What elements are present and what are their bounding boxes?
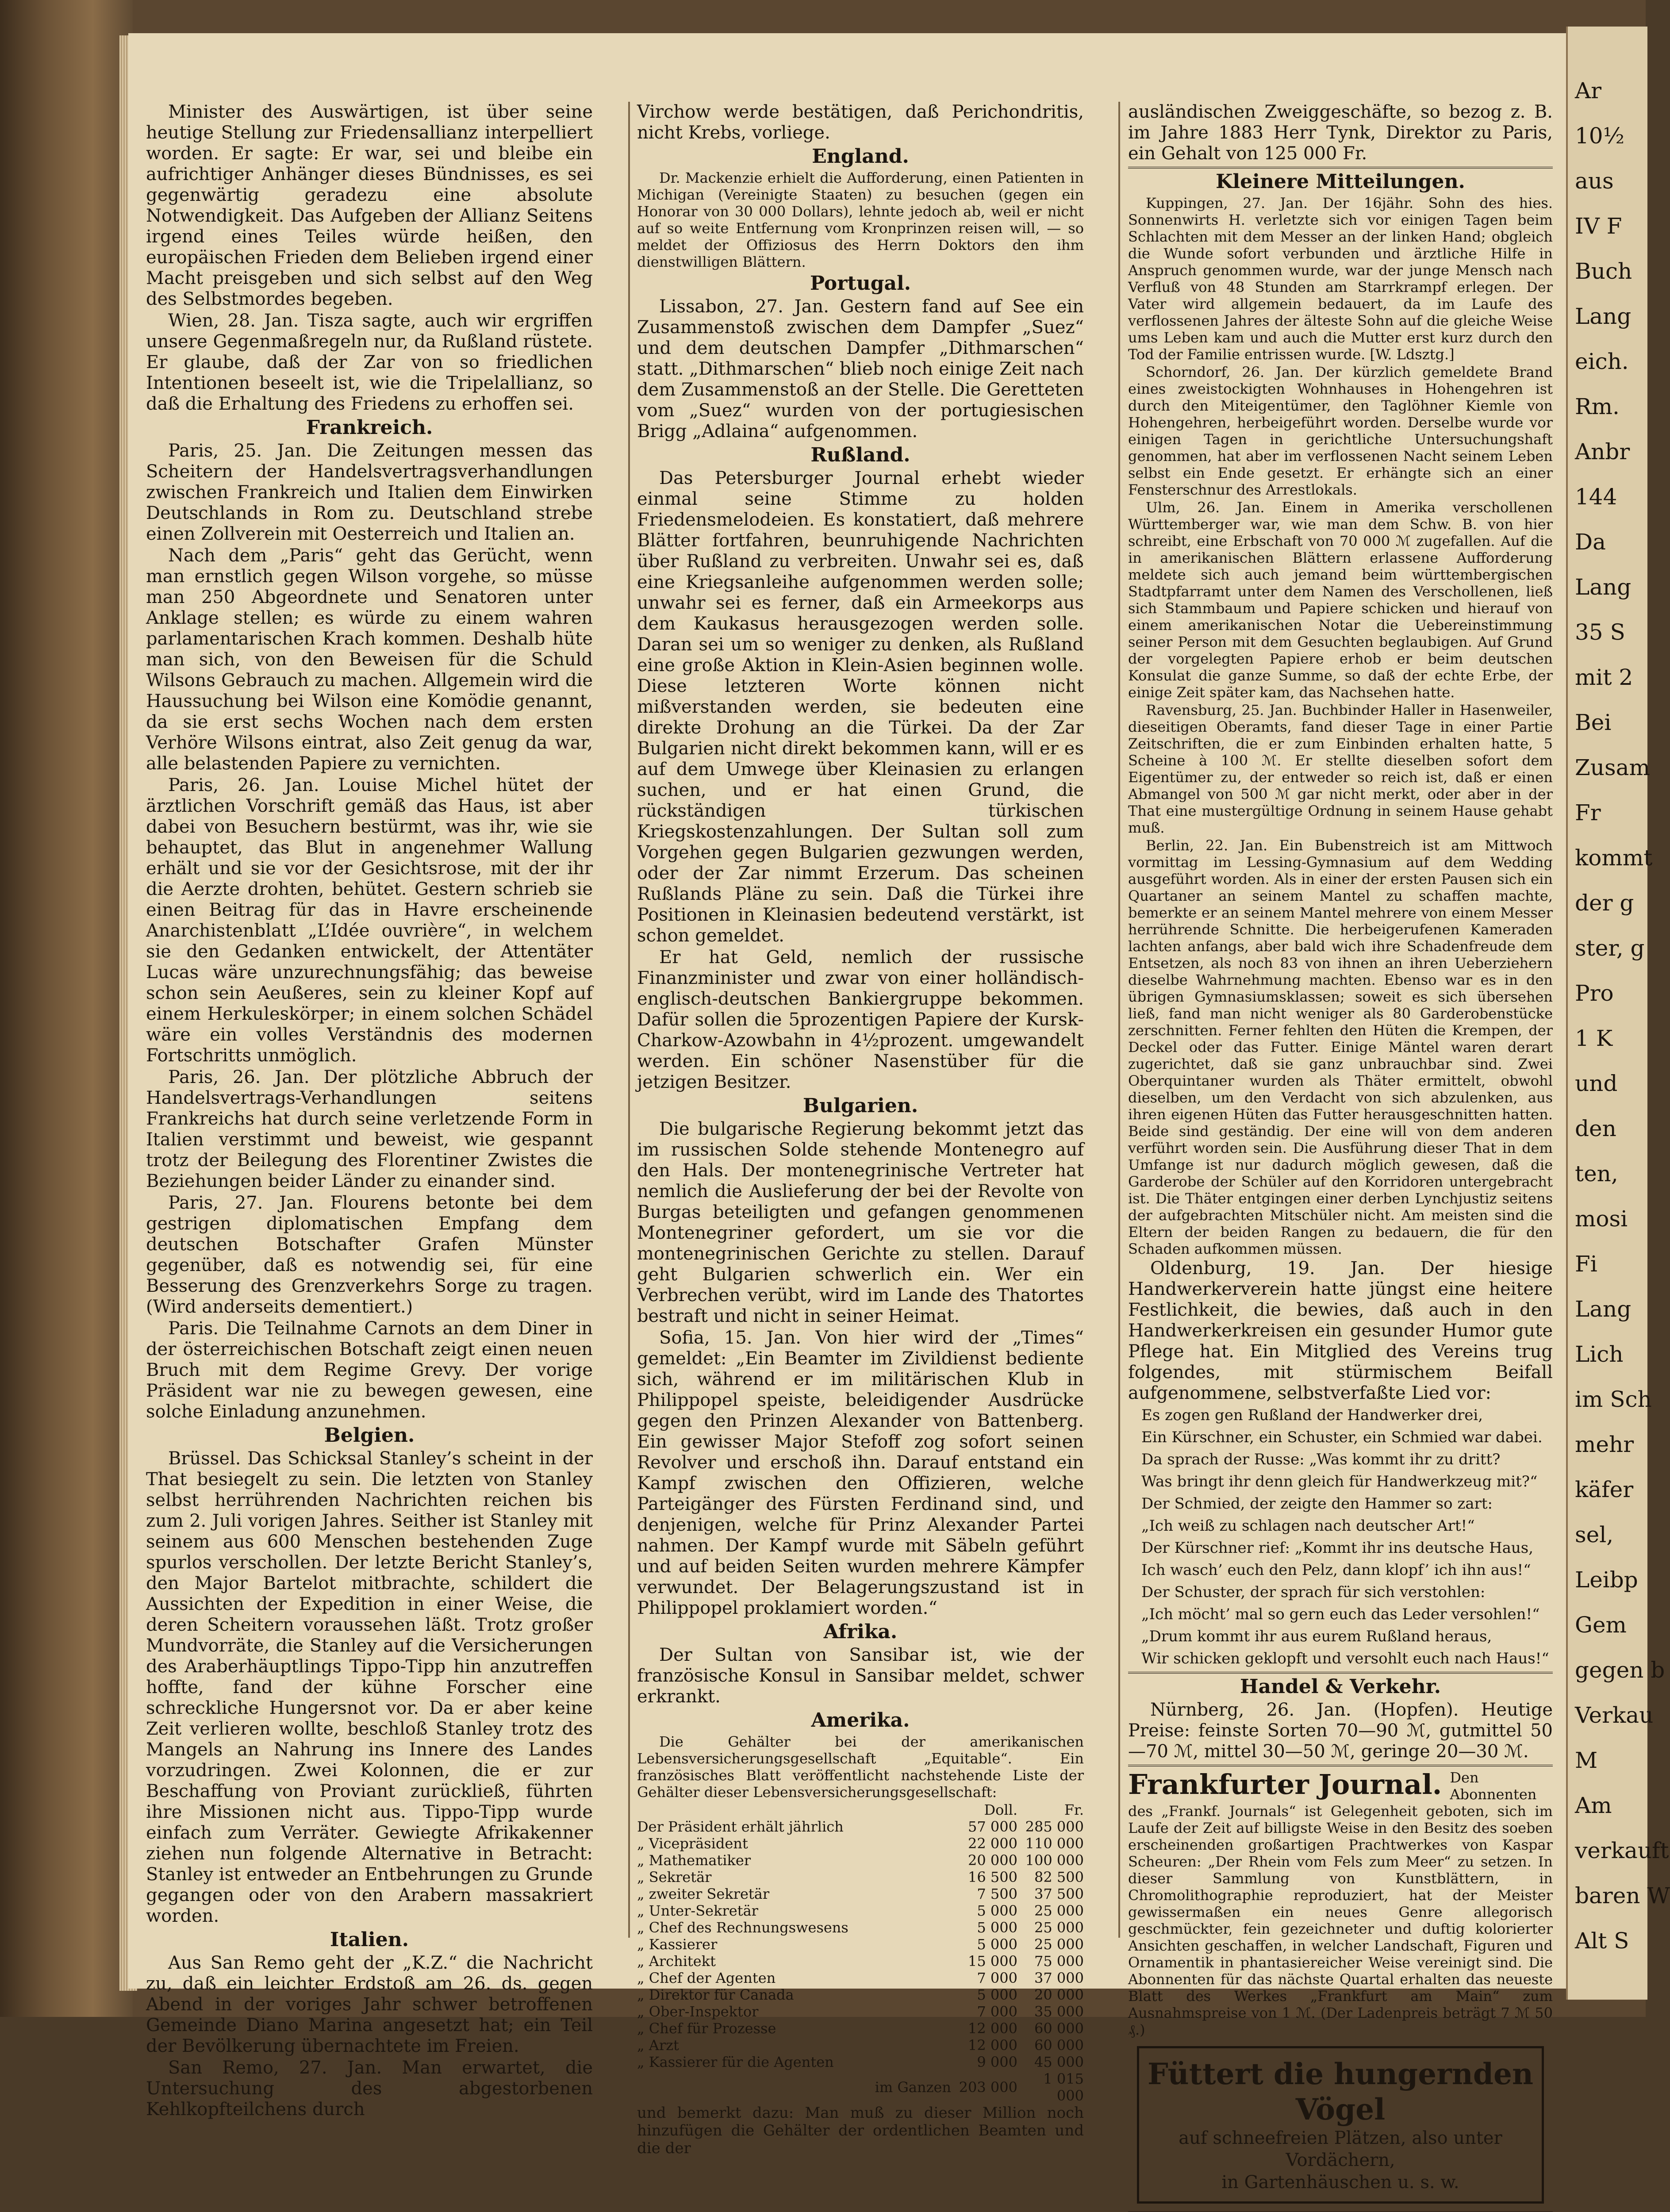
column-3 xyxy=(1128,102,1553,2193)
salary-franc: 37 000 xyxy=(1034,1970,1084,1986)
poem xyxy=(1141,1406,1553,1667)
facing-page-text: Lang xyxy=(1575,303,1632,329)
salary-position: „ Kassierer für die Agenten xyxy=(637,2054,834,2070)
salary-position: „ Ober-Inspektor xyxy=(637,2003,759,2020)
facing-page-text: Alt S xyxy=(1575,1928,1629,1954)
salary-row xyxy=(637,2020,1084,2037)
salary-franc: 60 000 xyxy=(1034,2020,1084,2037)
salary-position: „ Architekt xyxy=(637,1953,716,1970)
frankfurter-journal-text: Den Abonnenten des „Frankf. Journals“ ist Gelegenheit geboten, sich im Laufe der Zeit auf billigste Weise in den Besitz des soeben erscheinenden großartigen Prachtwerkes von Kaspar Scheuren: „Der Rhein vom Fels zum Meer“ zu setzen. In dieser Sammlung von Kunstblättern, in Chromolithographie reproduziert, hat der Meister gewissermaßen ein neues Genre allegorisch geschmückter, fein gezeichneter und duftig kolorierter Ansichten geschaffen, in welcher Landschaft, Figuren und Ornamentik in phantasiereicher Weise vereinigt sind. Die Abonnenten für das nächste Quartal erhalten das neueste Blatt des Werkes „Frankfurt am Main“ zum Ausnahmspreise von 1 ℳ. (Der Ladenpreis beträgt 7 ℳ 50 ₰.) xyxy=(1128,1769,1553,2038)
news-item: Berlin, 22. Jan. Ein Bubenstreich ist am Mittwoch vormittag im Lessing-Gymnasium auf dem Wedding ausgeführt worden. Als in einer der ersten Pausen sich ein Quartaner an seinem Mantel zu schaffen machte, bemerkte er an seinem Mantel mehrere von einem Messer herrührende Schnitte. Die herbeigerufenen Kameraden lachten anfangs, aber bald wich ihre Schadenfreude dem Entsetzen, als noch 83 von ihnen an ihren Ueberziehern dieselbe Wahrnehmung machten. Ebenso war es in den übrigen Gymnasiumsklassen; soweit es sich übersehen ließ, fand man nicht weniger als 80 Garderobenstücke zerschnitten. Ferner fehlten den Hüten die Krempen, der Deckel oder das Futter. Einige Mäntel waren derart zugerichtet, daß sie ganz unbrauchbar sind. Zwei Oberquintaner wurden als Thäter ermittelt, obwohl dieselben, um den Verdacht von sich abzulenken, aus ihren eigenen Hüten das Futter herausgeschnitten hatten. Beide sind geständig. Der eine will von dem anderen verführt worden sein. Die Ausführung dieser That in dem Umfange ist nur dadurch möglich gewesen, daß die Garderobe der Schüler auf den Korridoren untergebracht ist. Die Thäter entgingen einer derben Lynchjustiz seitens der aufgebrachten Mitschüler nicht. Am meisten sind die Eltern der beiden Rangen zu bedauern, die für den Schaden aufkommen müssen. xyxy=(1128,837,1553,1257)
facing-page-text: Fi xyxy=(1575,1251,1597,1277)
salary-table xyxy=(637,1801,1084,2104)
section-heading: Belgien. xyxy=(324,1424,415,1447)
salary-total-franc: 1 015 000 xyxy=(1043,2070,1084,2104)
salary-position: Der Präsident erhält jährlich xyxy=(637,1818,844,1835)
salary-dollar: 5 000 xyxy=(977,1919,1017,1936)
facing-page-text: 144 xyxy=(1575,484,1617,510)
poem-line: Was bringt ihr denn gleich für Handwerkzeug mit?“ xyxy=(1141,1473,1538,1490)
salary-position: „ Unter-Sekretär xyxy=(637,1902,758,1919)
salary-row xyxy=(637,1936,1084,1953)
facing-page-text: 10½ xyxy=(1575,123,1625,149)
salary-row xyxy=(637,1818,1084,1835)
column-2-articles xyxy=(637,102,1084,1801)
article-paragraph: Paris, 27. Jan. Flourens betonte bei dem gestrigen diplomatischen Empfang dem deutschen Botschafter Grafen Münster gegenüber, daß es notwendig sei, für eine Besserung des Grenzverkehrs Sorge zu tragen. (Wird anderseits dementiert.) xyxy=(146,1193,593,1317)
salary-dollar: 7 500 xyxy=(977,1886,1017,1902)
facing-page-fragment xyxy=(1566,27,1670,2000)
article-small-print: Die Gehälter bei der amerikanischen Lebensversicherungsgesellschaft „Equitable“. Ein französisches Blatt veröffentlicht nachstehende Liste der Gehälter dieser Lebensversicherungsgesellschaft: xyxy=(637,1733,1084,1801)
salary-dollar: 5 000 xyxy=(977,1986,1017,2003)
salary-franc: 37 500 xyxy=(1034,1886,1084,1902)
article-paragraph: Paris, 25. Jan. Die Zeitungen messen das Scheitern der Handelsvertragsverhandlungen zwischen Frankreich und Italien dem Einwirken Deutschlands in Rom zu. Deutschland strebe einen Zollverein mit Oesterreich und Italien an. xyxy=(146,441,593,544)
salary-position: „ Chef der Agenten xyxy=(637,1970,776,1986)
section-heading: Portugal. xyxy=(810,272,911,295)
poem-stanza xyxy=(1141,1495,1553,1535)
trade-report: Nürnberg, 26. Jan. (Hopfen). Heutige Preise: feinste Sorten 70—90 ℳ, gutmittel 50—70 ℳ, mittel 30—50 ℳ, geringe 20—30 ℳ. xyxy=(1128,1700,1553,1762)
facing-page-text: der g xyxy=(1575,890,1634,916)
article-paragraph: Paris, 26. Jan. Der plötzliche Abbruch der Handelsvertrags-Verhandlungen seitens Frankreichs hat durch seine verletzende Form in Italien verstimmt und beweist, wie gespannt trotz der Beilegung des Florentiner Zwistes die Beziehungen beider Länder zu einander sind. xyxy=(146,1067,593,1191)
facing-page-text: mosi xyxy=(1575,1206,1628,1232)
facing-page-text: Buch xyxy=(1575,258,1632,284)
salary-row xyxy=(637,1902,1084,1919)
article-paragraph: Aus San Remo geht der „K.Z.“ die Nachricht zu, daß ein leichter Erdstoß am 26. ds. gegen Abend in der voriges Jahr schwer betroffenen Gemeinde Diano Marina angesetzt hat; ein Teil der Bevölkerung übernachtete im Freien. xyxy=(146,1953,593,2056)
poem-line: „Ich möcht’ mal so gern euch das Leder versohlen!“ xyxy=(1141,1605,1540,1623)
section-heading: Frankreich. xyxy=(306,416,433,439)
facing-page-text: Anbr xyxy=(1575,439,1630,465)
bird-ad-title: Füttert die hungernden Vögel xyxy=(1147,2057,1534,2127)
facing-page-text: eich. xyxy=(1575,349,1629,374)
salary-dollar: 22 000 xyxy=(968,1835,1017,1852)
salary-position: „ Chef für Prozesse xyxy=(637,2020,776,2037)
salary-dollar: 15 000 xyxy=(968,1953,1017,1970)
article-paragraph: Minister des Auswärtigen, ist über seine heutige Stellung zur Friedensallianz interpelliert worden. Er sagte: Er war, sei und bleibe ein aufrichtiger Anhänger dieses Bündnisses, es sei gegenwärtig geradezu eine absolute Notwendigkeit. Das Aufgeben der Allianz Seitens irgend eines Teiles würde heißen, den europäischen Frieden dem Belieben irgend einer Macht preisgeben und sich selbst auf den Weg des Selbstmordes begeben. xyxy=(146,102,593,309)
facing-page-text: Da xyxy=(1575,529,1606,555)
salary-row xyxy=(637,1852,1084,1869)
article-paragraph: San Remo, 27. Jan. Man erwartet, die Untersuchung des abgestorbenen Kehlkopfteilchens durch xyxy=(146,2058,593,2120)
bird-ad-line1: auf schneefreien Plätzen, also unter Vordächern, xyxy=(1179,2128,1502,2170)
article-paragraph: Nach dem „Paris“ geht das Gerücht, wenn man ernstlich gegen Wilson vorgehe, so müsse man 250 Abgeordnete und Senatoren unter Anklage stellen; es würde zu einem wahren parlamentarischen Krach kommen. Deshalb hüte man sich, von den Beweisen für die Schuld Wilsons Gebrauch zu machen. Allgemein wird die Haussuchung bei Wilson eine Komödie genannt, da sie erst sechs Wochen nach dem ersten Verhöre Wilsons eintrat, also Zeit genug da war, alle belastenden Papiere zu vernichten. xyxy=(146,545,593,774)
poem-line: Ich wasch’ euch den Pelz, dann klopf’ ich ihn aus!“ xyxy=(1141,1561,1531,1579)
column-rule xyxy=(628,102,630,1938)
salary-franc: 285 000 xyxy=(1025,1818,1084,1835)
news-item: Ravensburg, 25. Jan. Buchbinder Haller in Hasenweiler, dieseitigen Oberamts, fand dieser Tage in einer Partie Zeitschriften, die er zum Einbinden erhalten hatte, 5 Scheine à 100 ℳ. Er stellte dieselben sofort dem Eigentümer zu, der entweder so reich ist, daß er einen Abmangel von 500 ℳ gar nicht merkt, oder aber in der That eine mustergültige Ordnung in seinem Hause gehabt muß. xyxy=(1128,702,1553,836)
facing-page-text: Ar xyxy=(1575,78,1602,104)
article-paragraph: Wien, 28. Jan. Tisza sagte, auch wir ergriffen unsere Gegenmaßregeln nur, da Rußland rüstete. Er glaube, daß der Zar von so friedlichen Intentionen beseelt ist, wie die Tripelallianz, so daß die Erhaltung des Friedens zu erhoffen sei. xyxy=(146,311,593,414)
facing-page-text: ster, g xyxy=(1575,935,1645,961)
salary-franc: 25 000 xyxy=(1034,1902,1084,1919)
poem-line: Es zogen gen Rußland der Handwerker drei, xyxy=(1141,1406,1483,1424)
salary-total-row xyxy=(637,2070,1084,2104)
poem-line: „Ich weiß zu schlagen nach deutscher Art!“ xyxy=(1141,1517,1475,1535)
facing-page-text: und xyxy=(1575,1071,1618,1096)
facing-page-text: gegen b xyxy=(1575,1657,1665,1683)
article-paragraph: Paris. Die Teilnahme Carnots an dem Diner in der österreichischen Botschaft zeigt einen neuen Bruch mit dem Regime Grevy. Der vorige Präsident war nie zu bewegen gewesen, eine solche Einladung anzunehmen. xyxy=(146,1318,593,1422)
salary-franc: 25 000 xyxy=(1034,1936,1084,1953)
salary-total-label: im Ganzen xyxy=(875,2079,951,2096)
facing-page-text: verkauft xyxy=(1575,1838,1669,1863)
salary-franc: 110 000 xyxy=(1025,1835,1084,1852)
article-paragraph: Brüssel. Das Schicksal Stanley’s scheint in der That besiegelt zu sein. Die letzten von Stanley selbst herrührenden Nachrichten reichen bis zum 2. Juli vorigen Jahres. Seither ist Stanley mit seinem aus 600 Menschen bestehenden Zuge spurlos verschollen. Der letzte Bericht Stanley’s, den Major Bartelot mitbrachte, schildert die Aussichten der Expedition in einer Weise, die deren Scheitern voraussehen läßt. Trotz großer Mundvorräte, die Stanley auf die Versicherungen des Araberhäuptlings Tippo-Tipp hin anzutreffen hoffte, fand der kühne Forscher eine schreckliche Hungersnot vor. Da er aber keine Zeit verlieren wollte, beschloß Stanley trotz des Mangels an Nahrung ins Innere des Landes vorzudringen. Zwei Kolonnen, die er zur Beschaffung von Proviant zurückließ, führten ihre Missionen nicht aus. Tippo-Tipp wurde einfach zum Verräter. Gewiegte Afrikakenner ziehen nun folgende Alternative in Betracht: Stanley ist entweder an Entbehrungen zu Grunde gegangen oder von den Arabern massakriert worden. xyxy=(146,1448,593,1926)
facing-page-text: 1 K xyxy=(1575,1025,1613,1051)
salary-franc: 25 000 xyxy=(1034,1919,1084,1936)
facing-page-text: M xyxy=(1575,1747,1598,1773)
divider xyxy=(1128,1672,1553,1674)
salary-row xyxy=(637,1835,1084,1852)
poem-stanza xyxy=(1141,1406,1553,1446)
salary-position: „ Kassierer xyxy=(637,1936,718,1953)
book-spine xyxy=(0,0,133,2017)
salary-dollar: 12 000 xyxy=(968,2020,1017,2037)
facing-page-text: Leibp xyxy=(1575,1567,1638,1593)
frankfurter-journal-title: Frankfurter Journal. xyxy=(1128,1768,1442,1801)
facing-page-text: den xyxy=(1575,1116,1616,1141)
amerika-closing: und bemerkt dazu: Man muß zu dieser Million noch hinzufügen die Gehälter der ordentlichen Beamten und die der xyxy=(637,2104,1084,2157)
salary-row xyxy=(637,2037,1084,2054)
section-heading: Italien. xyxy=(330,1928,409,1951)
poem-line: „Drum kommt ihr aus eurem Rußland heraus, xyxy=(1141,1628,1492,1645)
facing-page-text: Rm. xyxy=(1575,394,1620,419)
column-1 xyxy=(146,102,593,2120)
facing-page-text: sel, xyxy=(1575,1522,1614,1548)
facing-page-text: mehr xyxy=(1575,1432,1634,1457)
salary-franc: 75 000 xyxy=(1034,1953,1084,1970)
section-heading: Bulgarien. xyxy=(802,1094,918,1117)
poem-line: Der Schmied, der zeigte den Hammer so zart: xyxy=(1141,1495,1493,1513)
salary-dollar: 57 000 xyxy=(968,1818,1017,1835)
facing-page-text: käfer xyxy=(1575,1477,1634,1502)
facing-page-text: Zusam xyxy=(1575,755,1650,780)
section-heading: Rußland. xyxy=(810,444,910,466)
section-heading-handel: Handel & Verkehr. xyxy=(1240,1675,1441,1698)
article-paragraph: Das Petersburger Journal erhebt wieder einmal seine Stimme zu holden Friedensmelodeien. Es konstatiert, daß mehrere Blätter fortfahren, beunruhigende Nachrichten über Rußland zu verbreiten. Unwahr sei es, daß eine Kriegsanleihe aufgenommen werden solle; unwahr sei es ferner, daß ein Armeekorps aus dem Kaukasus herausgezogen werden solle. Daran sei um so weniger zu denken, als Rußland eine große Aktion in Klein-Asien beginnen wolle. Diese letzteren Worte können nicht mißverstanden werden, sie bedeuten eine direkte Drohung an die Türkei. Da der Zar Bulgarien nicht direkt bekommen kann, will er es auf dem Umwege über Kleinasien zu erlangen suchen, und er hat einen Grund, die rückständigen türkischen Kriegskostenzahlungen. Der Sultan soll zum Vorgehen gegen Bulgarien gezwungen werden, oder der Zar nimmt Erzerum. Das scheinen Rußlands Pläne zu sein. Daß die Türkei ihre Positionen in Kleinasien bedeutend verstärkt, ist schon gemeldet. xyxy=(637,468,1084,946)
article-paragraph: Die bulgarische Regierung bekommt jetzt das im russischen Solde stehende Montenegro auf den Hals. Der montenegrinische Vertreter hat nemlich die Auslieferung der bei der Revolte von Burgas beteiligten und gefangen genommenen Montenegriner gefordert, um sie vor die montenegrinischen Gerichte zu stellen. Darauf geht Bulgarien schwerlich ein. Wer ein Verbrechen verübt, wird im Lande des Thatortes bestraft und nicht in seiner Heimat. xyxy=(637,1119,1084,1326)
salary-table-header xyxy=(637,1801,1084,1818)
news-item: Ulm, 26. Jan. Einem in Amerika verschollenen Württemberger war, wie man dem Schw. B. von hier schreibt, eine Erbschaft von 70 000 ℳ zugefallen. Auf die in amerikanischen Blättern erlassene Aufforderung meldete sich auch jemand beim württembergischen Stadtpfarramt unter dem Namen des Verschollenen, ließ sich Stammbaum und Papiere schicken und hierauf von einem amerikanischen Notar die Uebereinstimmung seiner Person mit dem Gesuchten beglaubigen. Auf Grund der vorgelegten Papiere erhob er beim deutschen Konsulat die ganze Summe, so daß der echte Erbe, der einige Zeit später kam, das Nachsehen hatte. xyxy=(1128,499,1553,701)
salary-position: „ Vicepräsident xyxy=(637,1835,748,1852)
salary-franc: 60 000 xyxy=(1034,2037,1084,2054)
salary-position: „ Chef des Rechnungswesens xyxy=(637,1919,848,1936)
kleinere-mitteilungen xyxy=(1128,195,1553,1257)
poem-line: Der Kürschner rief: „Kommt ihr ins deutsche Haus, xyxy=(1141,1539,1534,1557)
salary-dollar: 9 000 xyxy=(977,2054,1017,2070)
salary-row xyxy=(637,2003,1084,2020)
poem-stanza xyxy=(1141,1451,1553,1490)
news-item: Schorndorf, 26. Jan. Der kürzlich gemeldete Brand eines zweistockigten Wohnhauses in Hohengehren ist durch den Miteigentümer, den Taglöhner Kiemle von Hohengehren, herbeigeführt worden. Derselbe wurde vor einigen Tagen in gerichtliche Untersuchungshaft genommen, hat aber im verflossenen Nacht seinem Leben selbst ein Ende gesetzt. Er erhängte sich an einer Fensterschnur des Arrestlokals. xyxy=(1128,364,1553,498)
poem-line: Da sprach der Russe: „Was kommt ihr zu dritt? xyxy=(1141,1451,1501,1468)
facing-page-text: Lang xyxy=(1575,574,1632,600)
article-paragraph: Virchow werde bestätigen, daß Perichondritis, nicht Krebs, vorliege. xyxy=(637,102,1084,143)
salary-franc: 35 000 xyxy=(1034,2003,1084,2020)
salary-franc: 82 500 xyxy=(1034,1869,1084,1886)
facing-page-text: Am xyxy=(1575,1793,1612,1818)
salary-position: „ Direktor für Canada xyxy=(637,1986,794,2003)
salary-row xyxy=(637,1986,1084,2003)
article-paragraph: Er hat Geld, nemlich der russische Finanzminister und zwar von einer holländisch-englisch-deutschen Bankiergruppe bekommen. Dafür sollen die 5prozentigen Papiere der Kursk-Charkow-Azowbahn in 4½prozent. umgewandelt werden. Ein schöner Nasenstüber für die jetzigen Besitzer. xyxy=(637,947,1084,1092)
salary-row xyxy=(637,1886,1084,1902)
facing-page-text: Verkau xyxy=(1575,1702,1654,1728)
salary-row xyxy=(637,1919,1084,1936)
salary-position: „ Arzt xyxy=(637,2037,679,2054)
facing-page-text: Fr xyxy=(1575,800,1601,826)
poem-stanza xyxy=(1141,1628,1553,1667)
poem-line: Der Schuster, der sprach für sich verstohlen: xyxy=(1141,1583,1486,1601)
section-heading: Afrika. xyxy=(823,1621,898,1643)
article-paragraph: Der Sultan von Sansibar ist, wie der französische Konsul in Sansibar meldet, schwer erkrankt. xyxy=(637,1645,1084,1707)
column-2 xyxy=(637,102,1084,2157)
section-heading-kleinere: Kleinere Mitteilungen. xyxy=(1216,170,1465,193)
article-paragraph: Paris, 26. Jan. Louise Michel hütet der ärztlichen Vorschrift gemäß das Haus, ist aber dabei von Besuchern bestürmt, was ihr, wie sie behauptet, das Blut in angenehmer Wallung erhält und sie vor der Gesichtsrose, mit der ihr die Aerzte drohten, behütet. Gestern schrieb sie einen Beitrag für das in Havre erscheinende Anarchistenblatt „L’Idée ouvrière“, in welchem sie den Gedanken entwickelt, der Attentäter Lucas wäre unzurechnungsfähig; das beweise schon sein Aeußeres, sein zu kleiner Kopf auf einem Herkuleskörper; in einem solchen Schädel wäre ein volles Verständnis des modernen Fortschritts unmöglich. xyxy=(146,775,593,1066)
poem-stanza xyxy=(1141,1583,1553,1623)
facing-page-text: baren W xyxy=(1575,1883,1670,1909)
salary-dollar: 5 000 xyxy=(977,1902,1017,1919)
facing-page-text: IV F xyxy=(1575,213,1622,239)
salary-dollar: 7 000 xyxy=(977,1970,1017,1986)
salary-col-dollar: Doll. xyxy=(984,1801,1017,1818)
section-heading: Amerika. xyxy=(811,1709,910,1732)
salary-dollar: 20 000 xyxy=(968,1852,1017,1869)
column-rule xyxy=(1118,102,1120,1938)
article-paragraph: Sofia, 15. Jan. Von hier wird der „Times“ gemeldet: „Ein Beamter im Zivildienst bediente sich, während er im militärischen Klub in Philippopel speiste, beleidigender Ausdrücke gegen den Prinzen Alexander von Battenberg. Ein gewisser Major Stefoff zog sofort seinen Revolver und erschoß ihn. Darauf entstand ein Kampf zwischen den Offizieren, welche Parteigänger des Fürsten Ferdinand sind, und denjenigen, welche für Prinz Alexander Partei nahmen. Der Kampf wurde mit Säbeln geführt und auf beiden Seiten wurden mehrere Kämpfer verwundet. Der Belagerungszustand ist in Philippopel proklamiert worden.“ xyxy=(637,1328,1084,1618)
salary-position: „ Sekretär xyxy=(637,1869,712,1886)
salary-row xyxy=(637,1953,1084,1970)
bird-feeding-ad xyxy=(1137,2046,1544,2204)
amerika-continued: ausländischen Zweiggeschäfte, so bezog z. B. im Jahre 1883 Herr Tynk, Direktor zu Paris, ein Gehalt von 125 000 Fr. xyxy=(1128,102,1553,164)
facing-page-text: aus xyxy=(1575,168,1614,194)
salary-position: „ Mathematiker xyxy=(637,1852,751,1869)
salary-total-dollar: 203 000 xyxy=(959,2079,1017,2096)
facing-page-text: Lang xyxy=(1575,1296,1632,1322)
article-small-print: Dr. Mackenzie erhielt die Aufforderung, einen Patienten in Michigan (Vereinigte Staaten) zu besuchen (gegen ein Honorar von 30 000 Dollars), lehnte jedoch ab, weil er nicht auf so weite Entfernung vom Kronprinzen reisen will, — so meldet der Offiziosus des Herrn Doktors den ihm dienstwilligen Blättern. xyxy=(637,169,1084,270)
salary-position: „ zweiter Sekretär xyxy=(637,1886,770,1902)
section-heading: England. xyxy=(812,145,909,168)
facing-page-text: Gem xyxy=(1575,1612,1627,1638)
divider xyxy=(1128,167,1553,169)
salary-col-franc: Fr. xyxy=(1064,1801,1084,1818)
salary-row xyxy=(637,2054,1084,2070)
divider xyxy=(1128,1765,1553,1767)
salary-row xyxy=(637,1869,1084,1886)
salary-dollar: 16 500 xyxy=(968,1869,1017,1886)
oldenburg-article: Oldenburg, 19. Jan. Der hiesige Handwerkerverein hatte jüngst eine heitere Festlichkeit, die bewies, daß auch in den Handwerkerkreisen ein gesunder Humor gute Pflege hat. Ein Mitglied des Vereins trug folgendes, mit stürmischem Beifall aufgenommene, selbstverfaßte Lied vor: xyxy=(1128,1258,1553,1403)
poem-stanza xyxy=(1141,1539,1553,1579)
salary-franc: 45 000 xyxy=(1034,2054,1084,2070)
facing-page-text: 35 S xyxy=(1575,619,1625,645)
facing-page-text: Bei xyxy=(1575,710,1612,735)
facing-page-text: im Sch xyxy=(1575,1386,1652,1412)
salary-franc: 20 000 xyxy=(1034,1986,1084,2003)
salary-dollar: 7 000 xyxy=(977,2003,1017,2020)
news-item: Kuppingen, 27. Jan. Der 16jähr. Sohn des hies. Sonnenwirts H. verletzte sich vor einigen Tagen beim Schlachten mit dem Messer an der linken Hand; obgleich die Wunde sofort verbunden und ärztliche Hilfe in Anspruch genommen wurde, war der junge Mensch nach Verfluß von 48 Stunden am Starrkrampf erlegen. Der Vater wird allgemein bedauert, da im Laufe des verflossenen Jahres der älteste Sohn auf die gleiche Weise ums Leben kam und auch die Mutter erst kurz durch den Tod der Familie entrissen wurde. [W. Ldsztg.] xyxy=(1128,195,1553,363)
salary-franc: 100 000 xyxy=(1025,1852,1084,1869)
article-paragraph: Lissabon, 27. Jan. Gestern fand auf See ein Zusammenstoß zwischen dem Dampfer „Suez“ und dem deutschen Dampfer „Dithmarschen“ statt. „Dithmarschen“ blieb noch einige Zeit nach dem Zusammenstoß an der Stelle. Die Geretteten vom „Suez“ wurden von der portugiesischen Brigg „Adlaina“ aufgenommen. xyxy=(637,296,1084,442)
salary-row xyxy=(637,1970,1084,1986)
facing-page-text: mit 2 xyxy=(1575,664,1633,690)
facing-page-text: ten, xyxy=(1575,1161,1618,1187)
facing-page-text: Lich xyxy=(1575,1341,1624,1367)
frankfurter-journal-ad xyxy=(1128,1769,1553,2038)
bird-ad-line2: in Gartenhäuschen u. s. w. xyxy=(1221,2172,1459,2193)
facing-page-text: Pro xyxy=(1575,980,1614,1006)
poem-line: Wir schicken geklopft und versohlt euch nach Haus!“ xyxy=(1141,1650,1549,1667)
salary-dollar: 5 000 xyxy=(977,1936,1017,1953)
poem-line: Ein Kürschner, ein Schuster, ein Schmied war dabei. xyxy=(1141,1429,1543,1446)
facing-page-text: kommt xyxy=(1575,845,1653,871)
salary-dollar: 12 000 xyxy=(968,2037,1017,2054)
